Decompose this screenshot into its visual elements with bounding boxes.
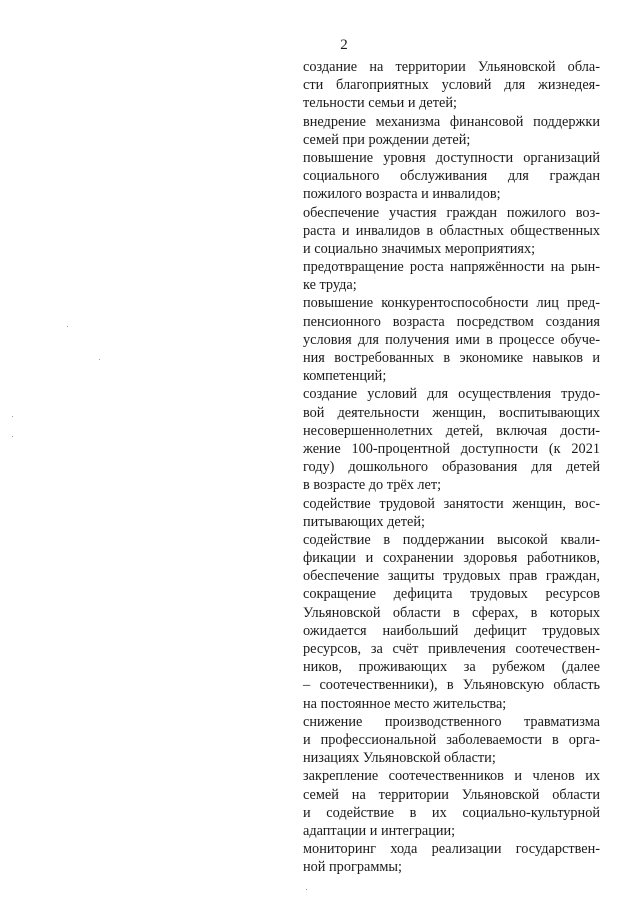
text-line: ния востребованных в экономике навыков и [303,350,600,366]
list-item [303,204,600,259]
objectives-list [303,58,600,876]
text-line: Ульяновской области в сферах, в которых [303,604,600,621]
list-item [303,294,600,385]
text-line: питывающих детей; [303,513,425,530]
text-line: содействие в поддержании высокой квали- [303,531,600,548]
text-line: тельности семьи и детей; [303,95,457,112]
list-item [303,531,600,713]
text-line: обеспечение защиты трудовых прав граждан, [303,568,600,585]
list-item [303,767,600,840]
text-line: обеспечение участия граждан пожилого воз- [303,204,600,221]
text-line: и социально значимых мероприятиях; [303,240,536,257]
text-line: ной программы; [303,859,403,876]
text-line: в возрасте до трёх лет; [303,477,442,494]
text-line: снижение производственного травматизма [303,713,600,730]
text-line: закрепление соотечественников и членов их [303,768,600,785]
text-line: семей на территории Ульяновской области [303,786,600,803]
text-line: повышение уровня доступности организаций [303,149,600,166]
text-line: внедрение механизма финансовой поддержки [303,113,600,130]
text-line: ников, проживающих за рубежом (далее [303,659,600,676]
text-line: пенсионного возраста посредством создания [303,313,600,330]
text-line: ресурсов, за счёт привлечения соотечествен- [303,641,600,657]
text-line: создание условий для осуществления трудо- [303,386,600,403]
list-item [303,840,600,876]
text-line: несовершеннолетних детей, включая дости- [303,422,600,439]
scan-speck [67,326,68,327]
text-line: вой деятельности женщин, воспитывающих [303,404,600,421]
list-item [303,113,600,149]
text-line: раста и инвалидов в областных общественных [303,222,600,239]
scan-speck [99,359,100,360]
text-line: создание на территории Ульяновской обла- [303,59,600,75]
list-item [303,495,600,531]
text-line: повышение конкурентоспособности лиц пред- [303,295,600,312]
text-line: и профессиональной заболеваемости в орга- [303,731,600,748]
text-line: жение 100-процентной доступности (к 2021 [303,440,600,457]
text-line: адаптации и интеграции; [303,822,456,839]
text-line: семей при рождении детей; [303,131,471,148]
list-item [303,385,600,494]
text-line: содействие трудовой занятости женщин, вос- [303,495,600,512]
list-item [303,58,600,113]
text-line: пожилого возраста и инвалидов; [303,186,501,203]
text-line: фикации и сохранении здоровья работников, [303,550,600,567]
text-line: мониторинг хода реализации государствен- [303,841,600,858]
text-line: низациях Ульяновской области; [303,750,496,767]
text-line: – соотечественники), в Ульяновскую область [303,677,600,694]
text-line: ожидается наибольший дефицит трудовых [303,622,600,639]
page-number: 2 [340,37,348,53]
text-line: ке труда; [303,277,357,294]
text-line: сти благоприятных условий для жизнедея- [303,77,600,94]
text-line: компетенций; [303,368,387,385]
text-line: предотвращение роста напряжённости на рын- [303,259,600,276]
text-line: и содействие в их социально-культурной [303,804,600,821]
text-line: году) дошкольного образования для детей [303,459,600,476]
scan-speck [306,889,307,890]
text-line: условия для получения ими в процессе обуче- [303,331,600,348]
text-line: социального обслуживания для граждан [303,168,600,185]
scan-speck [12,416,13,417]
text-line: на постоянное место жительства; [303,695,507,712]
scan-speck [12,436,13,437]
text-line: сокращение дефицита трудовых ресурсов [303,586,600,603]
list-item [303,713,600,768]
list-item [303,258,600,294]
list-item [303,149,600,204]
